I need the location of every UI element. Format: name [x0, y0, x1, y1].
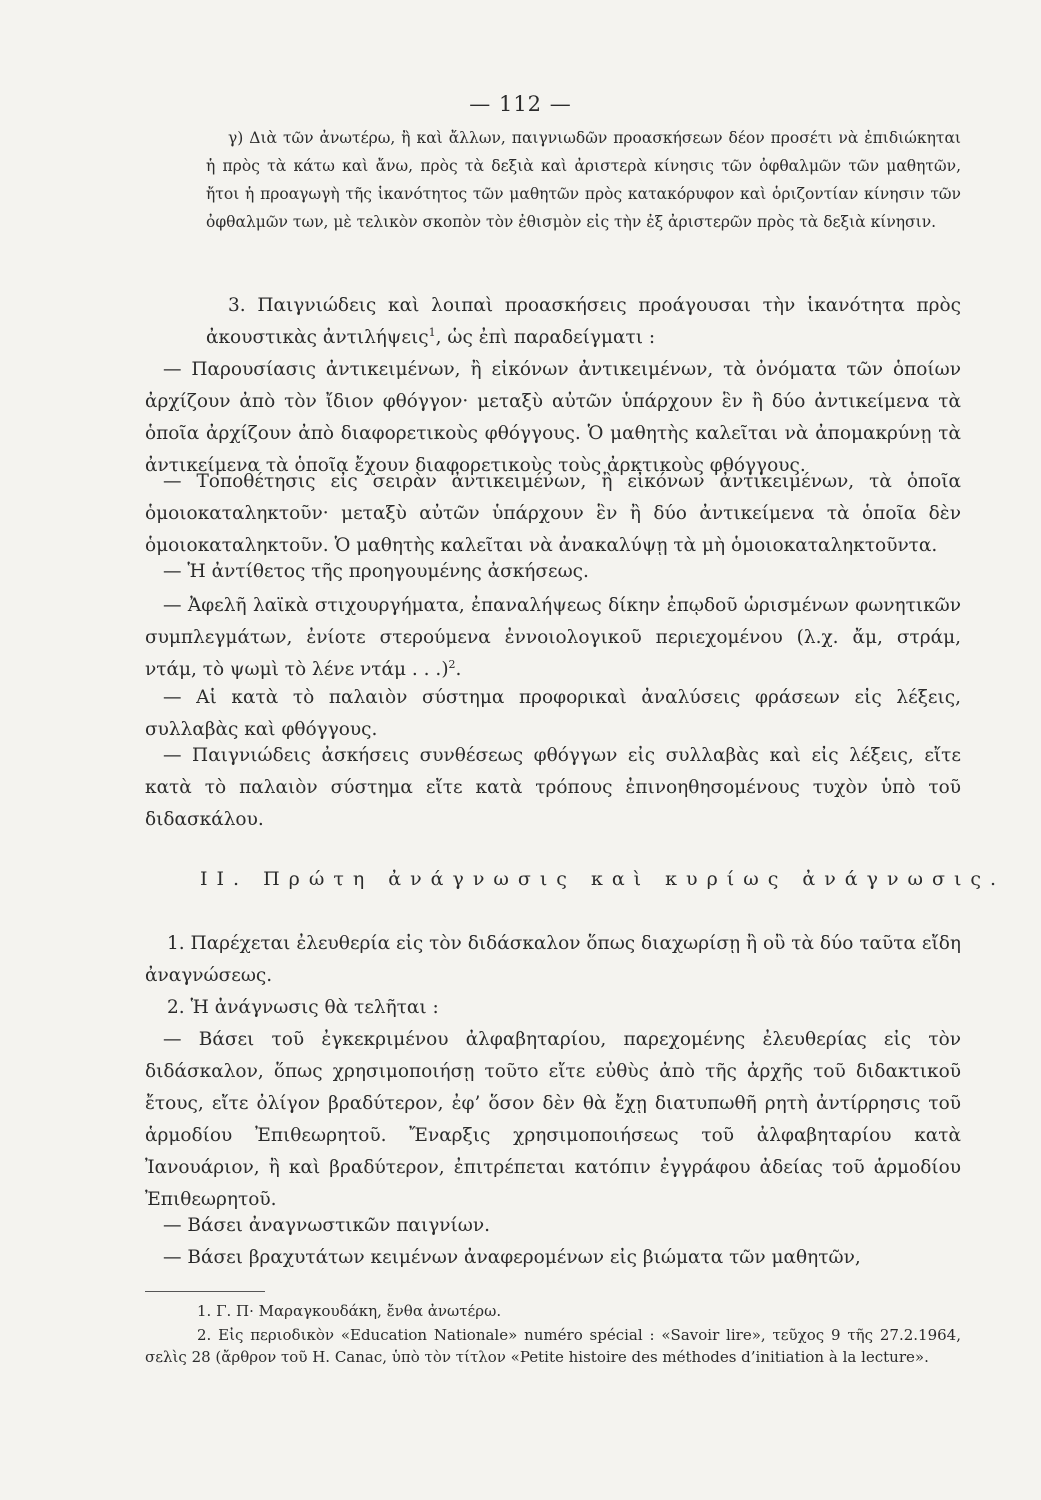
dash-item-5: — Παιγνιώδεις ἀσκήσεις συνθέσεως φθόγγων εἰς συλλαβὰς καὶ εἰς λέξεις, εἴτε κατὰ τὸ παλαιὸν σύστημα εἴτε κατὰ τρόπους ἐπινοηθησομένους τυχὸν ὑπὸ τοῦ διδασκάλου. — [145, 745, 961, 830]
footnote-divider — [145, 1291, 265, 1292]
paragraph-3-tail: , ὡς ἐπὶ παραδείγματι : — [435, 327, 656, 348]
dash-item-afeli-text: — Ἀφελῆ λαϊκὰ στιχουργήματα, ἐπαναλήψεως δίκην ἐπῳδοῦ ὡρισμένων φωνητικῶν συμπλεγμάτων, ἐνίοτε στερούμενα ἐννοιολογικοῦ περιεχομένου (λ.χ. ἄμ, στράμ, ντάμ, τὸ ψωμὶ τὸ λένε ντάμ . . .) — [145, 595, 961, 680]
dash-item-4: — Αἱ κατὰ τὸ παλαιὸν σύστημα προφορικαὶ ἀναλύσεις φράσεων εἰς λέξεις, συλλαβὰς καὶ φθόγγους. — [145, 687, 961, 740]
paragraph-1: 1. Παρέχεται ἐλευθερία εἰς τὸν διδάσκαλον ὅπως διαχωρίσῃ ἢ οὒ τὰ δύο ταῦτα εἴδη ἀναγνώσεως. — [145, 933, 961, 986]
dash-item-8: — Βάσει βραχυτάτων κειμένων ἀναφερομένων εἰς βιώματα τῶν μαθητῶν, — [163, 1247, 861, 1268]
paragraph-2: 2. Ἡ ἀνάγνωσις θὰ τελῆται : — [167, 997, 439, 1018]
paragraph-gamma: γ) Διὰ τῶν ἀνωτέρω, ἢ καὶ ἄλλων, παιγνιωδῶν προασκήσεων δέον προσέτι νὰ ἐπιδιώκηται ἡ πρὸς τὰ κάτω καὶ ἄνω, πρὸς τὰ δεξιὰ καὶ ἀριστερὰ κίνησις τῶν ὀφθαλμῶν τῶν μαθητῶν, ἤτοι ἡ προαγωγὴ τῆς ἱκανότητος τῶν μαθητῶν πρὸς κατακόρυφον καὶ ὁριζοντίαν κίνησιν τῶν ὀφθαλμῶν των, μὲ τελικὸν σκοπὸν τὸν ἐθισμὸν εἰς τὴν ἐξ ἀριστερῶν πρὸς τὰ δεξιὰ κίνησιν. — [206, 129, 961, 231]
dash-item-afeli — [145, 590, 961, 686]
dash-item-2: — Τοποθέτησις εἰς σειρὰν ἀντικειμένων, ἢ εἰκόνων ἀντικειμένων, τὰ ὁποῖα ὁμοιοκαταληκτοῦν· μεταξὺ αὐτῶν ὑπάρχουν ἓν ἢ δύο ἀντικείμενα τὰ ὁποῖα δὲν ὁμοιοκαταληκτοῦν. Ὁ μαθητὴς καλεῖται νὰ ἀνακαλύψῃ τὰ μὴ ὁμοιοκαταληκτοῦντα. — [145, 471, 961, 556]
dash-item-afeli-end: . — [455, 659, 462, 680]
dash-item-6: — Βάσει τοῦ ἐγκεκριμένου ἀλφαβηταρίου, παρεχομένης ἐλευθερίας εἰς τὸν διδάσκαλον, ὅπως χρησιμοποιήσῃ τοῦτο εἴτε εὐθὺς ἀπὸ τῆς ἀρχῆς τοῦ διδακτικοῦ ἔτους, εἴτε ὀλίγον βραδύτερον, ἐφ’ ὅσον δὲν θὰ ἔχῃ διατυπωθῆ ρητὴ ἀντίρρησις τοῦ ἁρμοδίου Ἐπιθεωρητοῦ. Ἔναρξις χρησιμοποιήσεως τοῦ ἀλφαβηταρίου κατὰ Ἰανουάριον, ἢ καὶ βραδύτερον, ἐπιτρέπεται κατόπιν ἐγγράφου ἀδείας τοῦ ἁρμοδίου Ἐπιθεωρητοῦ. — [145, 1029, 961, 1210]
footnote-ref-1: 1 — [428, 325, 436, 339]
dash-item-3: — Ἡ ἀντίθετος τῆς προηγουμένης ἀσκήσεως. — [163, 561, 589, 582]
paragraph-3 — [206, 290, 961, 354]
dash-item-7: — Βάσει ἀναγνωστικῶν παιγνίων. — [163, 1215, 491, 1236]
paragraph-3-text: 3. Παιγνιώδεις καὶ λοιπαὶ προασκήσεις προάγουσαι τὴν ἱκανότητα πρὸς ἀκουστικὰς ἀντιλήψεις — [206, 295, 961, 348]
page-number: — 112 — — [469, 92, 572, 116]
footnote-2: 2. Εἰς περιοδικὸν «Education Nationale» numéro spécial : «Savoir lire», τεῦχος 9 τῆς 27.2.1964, σελὶς 28 (ἄρθρον τοῦ Η. Canac, ὑπὸ τὸν τίτλον «Petite histoire des méthodes d’initiation à la lecture». — [145, 1326, 961, 1366]
dash-item-1: — Παρουσίασις ἀντικειμένων, ἢ εἰκόνων ἀντικειμένων, τὰ ὀνόματα τῶν ὁποίων ἀρχίζουν ἀπὸ τὸν ἴδιον φθόγγον· μεταξὺ αὐτῶν ὑπάρχουν ἓν ἢ δύο ἀντικείμενα τὰ ὁποῖα ἀρχίζουν ἀπὸ διαφορετικοὺς φθόγγους. Ὁ μαθητὴς καλεῖται νὰ ἀπομακρύνῃ τὰ ἀντικείμενα τὰ ὁποῖα ἔχουν διαφορετικοὺς τοὺς ἀρκτικοὺς φθόγγους. — [145, 359, 961, 476]
footnote-1: 1. Γ. Π· Μαραγκουδάκη, ἔνθα ἀνωτέρω. — [197, 1302, 502, 1320]
footnote-ref-2: 2 — [448, 657, 456, 671]
section-heading: ΙΙ. Πρώτη ἀνάγνωσις καὶ κυρίως ἀνάγνωσις. — [200, 868, 1006, 890]
